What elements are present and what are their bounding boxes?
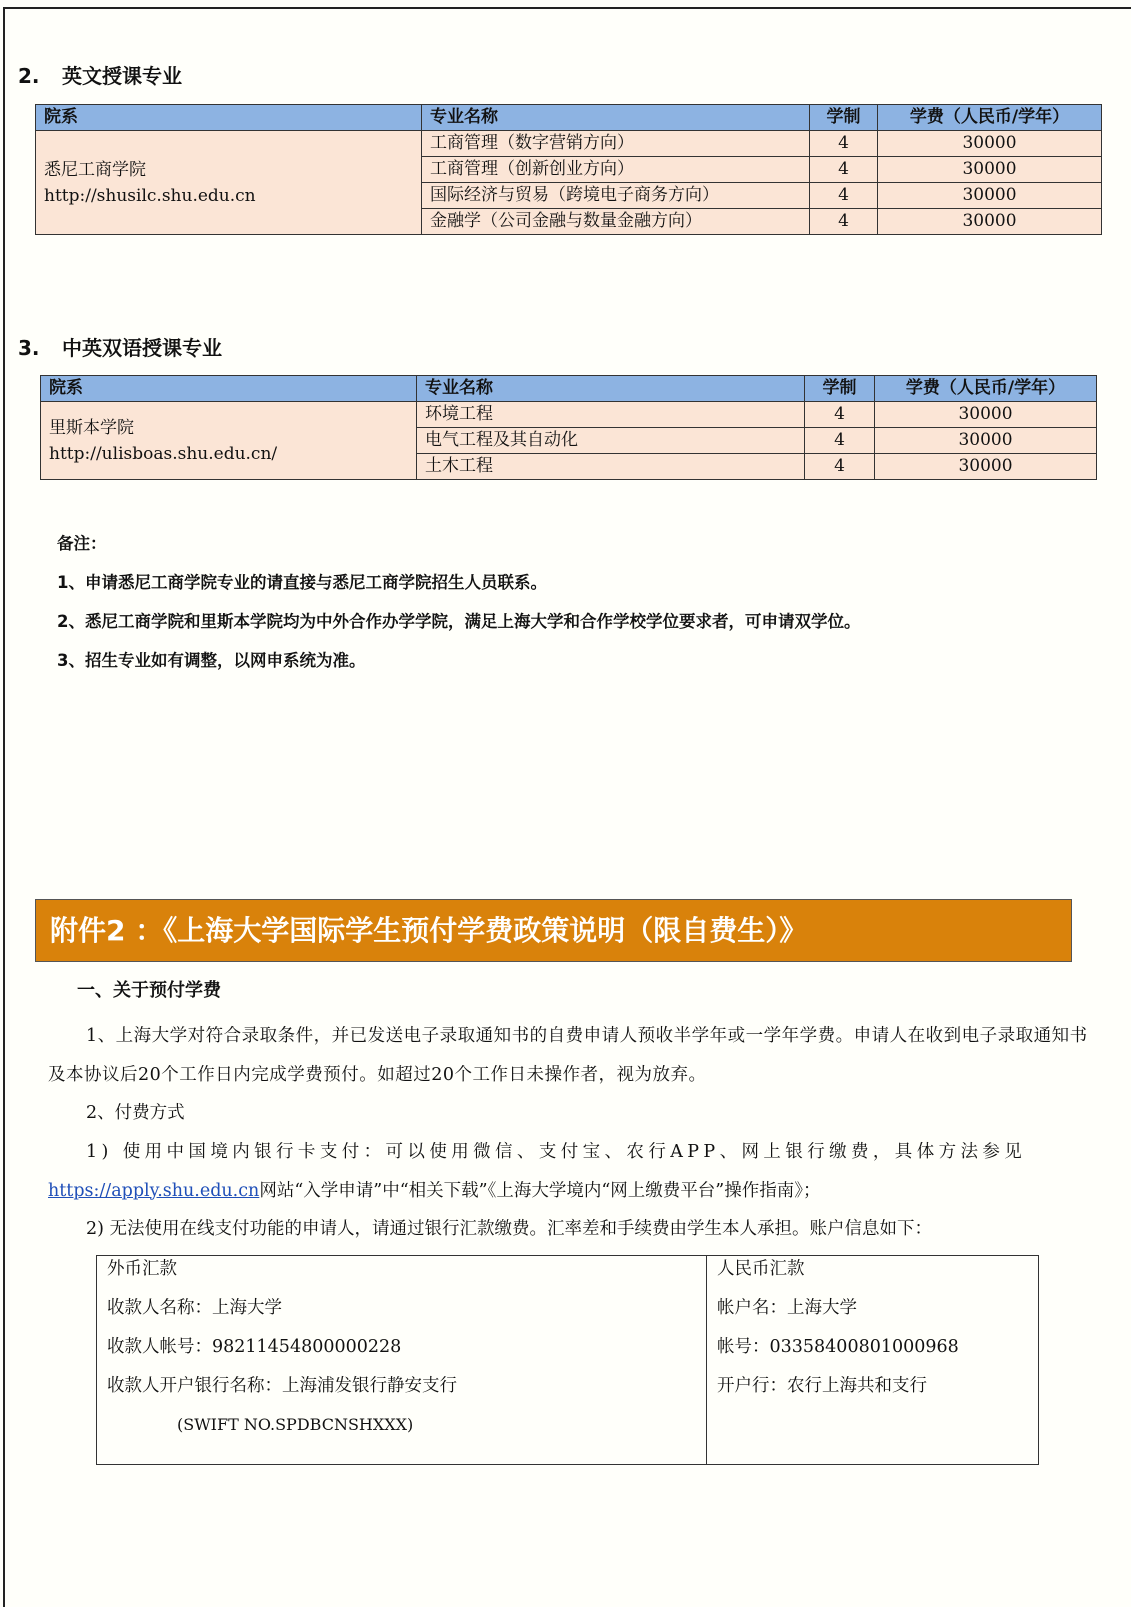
major-cell: 电气工程及其自动化 — [417, 428, 805, 454]
years-cell: 4 — [810, 209, 878, 235]
fee-cell: 30000 — [878, 131, 1102, 157]
rmb-bank: 开户行：农行上海共和支行 — [717, 1376, 927, 1396]
fee-cell: 30000 — [878, 209, 1102, 235]
fee-cell: 30000 — [875, 428, 1097, 454]
notes-title: 备注： — [57, 534, 107, 553]
table-header-row — [36, 105, 1102, 131]
english-programs-table — [35, 104, 1102, 235]
major-cell: 国际经济与贸易（跨境电子商务方向） — [422, 183, 810, 209]
appendix-banner: 附件2 ：《上海大学国际学生预付学费政策说明（限自费生）》 — [35, 899, 1072, 962]
foreign-bank: 收款人开户银行名称：上海浦发银行静安支行 — [107, 1376, 457, 1396]
policy-paragraph-3 — [48, 1133, 1088, 1210]
header-dept: 院系 — [41, 376, 417, 402]
major-cell: 土木工程 — [417, 454, 805, 480]
header-years: 学制 — [805, 376, 875, 402]
header-fee: 学费（人民币/学年） — [878, 105, 1102, 131]
foreign-currency-column — [97, 1256, 707, 1464]
years-cell: 4 — [805, 402, 875, 428]
table-row — [41, 402, 1097, 428]
section-2-title — [18, 60, 182, 89]
major-cell: 工商管理（创新创业方向） — [422, 157, 810, 183]
dept-name: 里斯本学院 — [49, 417, 134, 438]
dept-cell — [36, 131, 422, 235]
years-cell: 4 — [810, 131, 878, 157]
policy-paragraph-1: 1、上海大学对符合录取条件，并已发送电子录取通知书的自费申请人预收半学年或一学年学费。申请人在收到电子录取通知书及本协议后20个工作日内完成学费预付。如超过20个工作日未操作者，视为放弃。 — [48, 1026, 1088, 1085]
policy-heading: 一、关于预付学费 — [77, 980, 221, 1001]
bilingual-programs-table — [40, 375, 1097, 480]
notes-block — [57, 530, 860, 686]
fee-cell: 30000 — [875, 454, 1097, 480]
rmb-name: 帐户名：上海大学 — [717, 1298, 857, 1318]
header-fee: 学费（人民币/学年） — [875, 376, 1097, 402]
section-3-title — [18, 332, 222, 361]
foreign-title: 外币汇款 — [107, 1259, 177, 1279]
payment-method-1-cont — [48, 1172, 1088, 1211]
years-cell: 4 — [805, 454, 875, 480]
major-cell: 金融学（公司金融与数量金融方向） — [422, 209, 810, 235]
dept-cell — [41, 402, 417, 480]
section-2-number: 2. — [18, 64, 40, 88]
foreign-account: 收款人帐号：98211454800000228 — [107, 1337, 402, 1357]
section-3-heading: 中英双语授课专业 — [62, 336, 222, 360]
policy-paragraph-2: 2、付费方式 — [86, 1103, 185, 1123]
policy-paragraph-4: 2) 无法使用在线支付功能的申请人，请通过银行汇款缴费。汇率差和手续费由学生本人承担。账户信息如下： — [86, 1219, 933, 1239]
fee-cell: 30000 — [875, 402, 1097, 428]
payment-method-1: 1) 使用中国境内银行卡支付：可以使用微信、支付宝、农行APP、网上银行缴费，具体方法参见 — [86, 1142, 1027, 1162]
rmb-title: 人民币汇款 — [717, 1259, 805, 1279]
apply-link[interactable]: https://apply.shu.edu.cn — [48, 1180, 260, 1201]
rmb-column — [707, 1256, 1038, 1464]
payment-method-1-tail: 网站“入学申请”中“相关下载”《上海大学境内“网上缴费平台”操作指南》； — [259, 1180, 821, 1201]
fee-cell: 30000 — [878, 157, 1102, 183]
years-cell: 4 — [805, 428, 875, 454]
foreign-payee: 收款人名称：上海大学 — [107, 1298, 282, 1318]
header-major: 专业名称 — [417, 376, 805, 402]
fee-cell: 30000 — [878, 183, 1102, 209]
table-header-row — [41, 376, 1097, 402]
table-row — [36, 131, 1102, 157]
rmb-account: 帐号：03358400801000968 — [717, 1337, 959, 1357]
dept-name: 悉尼工商学院 — [44, 159, 146, 180]
dept-url: http://shusilc.shu.edu.cn — [44, 185, 256, 206]
note-item: 2、悉尼工商学院和里斯本学院均为中外合作办学学院，满足上海大学和合作学校学位要求者，可申请双学位。 — [57, 612, 861, 631]
dept-url: http://ulisboas.shu.edu.cn/ — [49, 443, 278, 464]
major-cell: 环境工程 — [417, 402, 805, 428]
account-info-box — [96, 1255, 1039, 1465]
note-item: 3、招生专业如有调整，以网申系统为准。 — [57, 651, 366, 670]
header-dept: 院系 — [36, 105, 422, 131]
section-2-heading: 英文授课专业 — [62, 64, 182, 88]
header-major: 专业名称 — [422, 105, 810, 131]
years-cell: 4 — [810, 183, 878, 209]
section-3-number: 3. — [18, 336, 40, 360]
major-cell: 工商管理（数字营销方向） — [422, 131, 810, 157]
years-cell: 4 — [810, 157, 878, 183]
foreign-swift: (SWIFT NO.SPDBCNSHXXX) — [177, 1415, 414, 1434]
header-years: 学制 — [810, 105, 878, 131]
note-item: 1、申请悉尼工商学院专业的请直接与悉尼工商学院招生人员联系。 — [57, 573, 547, 592]
